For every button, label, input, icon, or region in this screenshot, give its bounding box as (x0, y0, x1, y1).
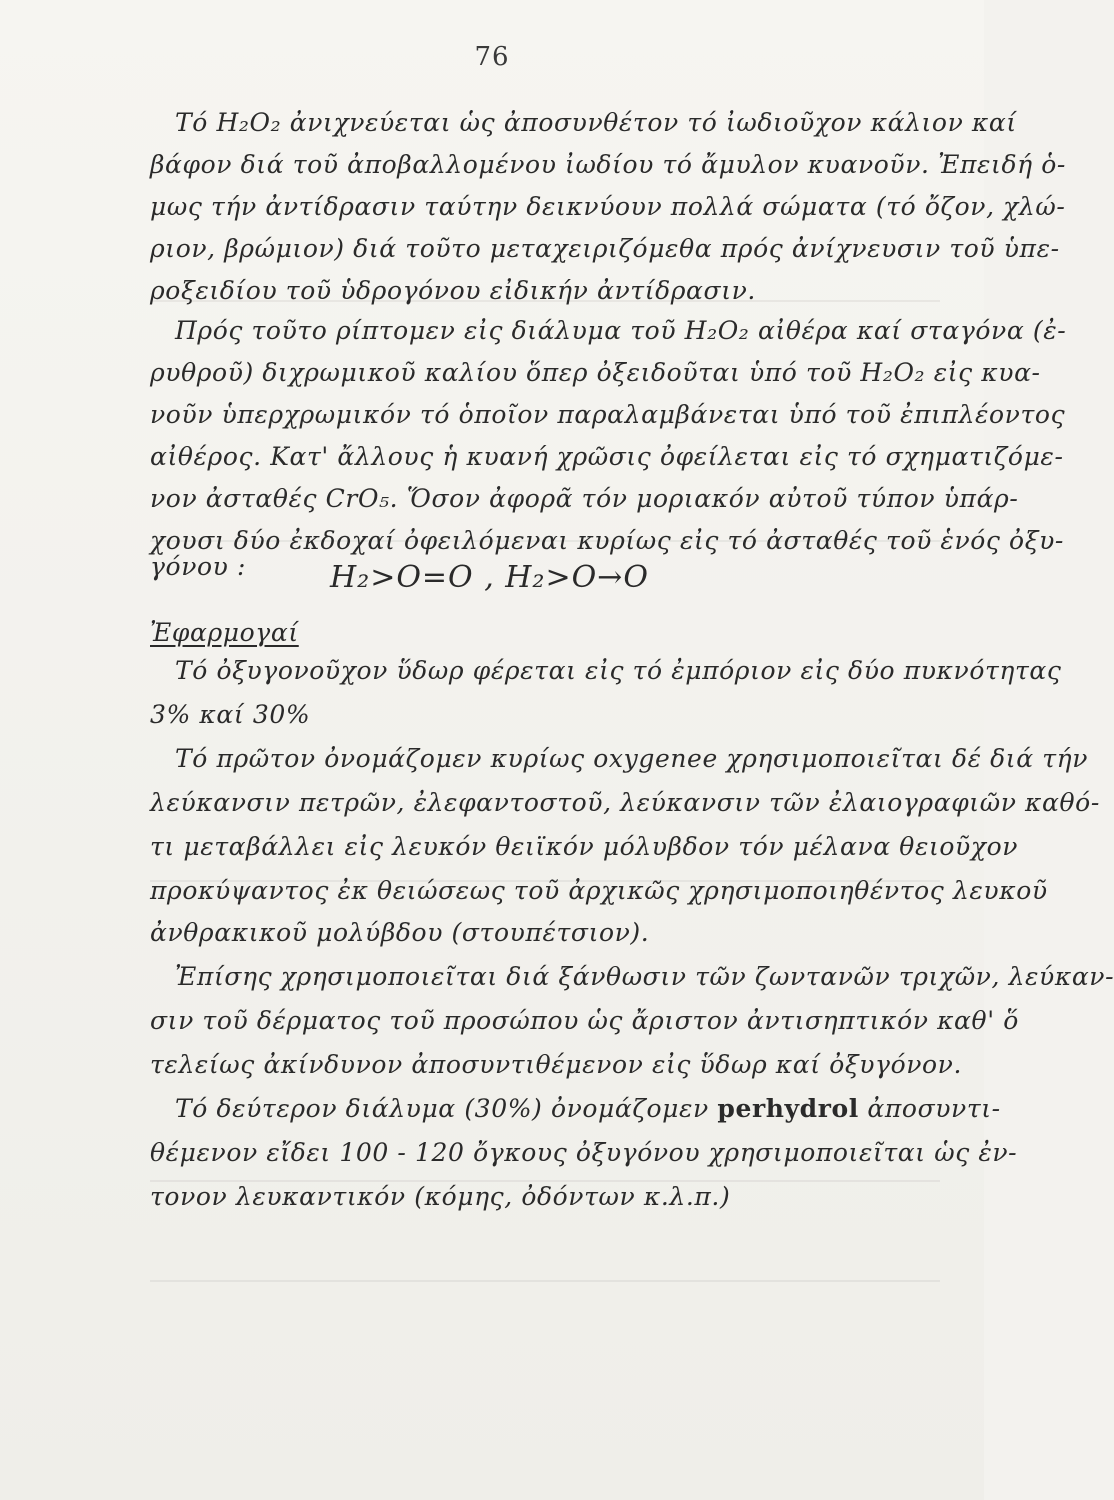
text-line: γόνου : (150, 552, 247, 581)
text-line: μως τήν ἀντίδρασιν ταύτην δεικνύουν πολλά σώματα (τό ὄζον, χλώ- (150, 192, 1066, 221)
text-line: χουσι δύο ἐκδοχαί ὀφειλόμεναι κυρίως εἰς τό ἀσταθές τοῦ ἑνός ὀξυ- (150, 526, 1064, 555)
text-line: ρυθροῦ) διχρωμικοῦ καλίου ὅπερ ὀξειδοῦται ὑπό τοῦ H₂O₂ εἰς κυα- (150, 358, 1041, 387)
page-number: 76 (474, 42, 510, 72)
text-line: Ἐπίσης χρησιμοποιεῖται διά ξάνθωσιν τῶν ζωντανῶν τριχῶν, λεύκαν- (175, 962, 1114, 991)
text-line: σιν τοῦ δέρματος τοῦ προσώπου ὡς ἄριστον ἀντισηπτικόν καθ' ὅ (150, 1006, 1019, 1035)
text-line: 3% καί 30% (150, 700, 311, 729)
text-line (175, 1094, 1001, 1124)
text-line: ριον, βρώμιον) διά τοῦτο μεταχειριζόμεθα πρός ἀνίχνευσιν τοῦ ὑπε- (150, 234, 1060, 263)
text-line: νον ἀσταθές CrO₅. Ὅσον ἀφορᾶ τόν μοριακόν αὐτοῦ τύπον ὑπάρ- (150, 484, 1019, 513)
text-line: αἰθέρος. Κατ' ἄλλους ἡ κυανή χρῶσις ὀφείλεται εἰς τό σχηματιζόμε- (150, 442, 1064, 471)
text-line: ἀνθρακικοῦ μολύβδου (στουπέτσιον). (150, 918, 650, 947)
text-line: τι μεταβάλλει εἰς λευκόν θειϊκόν μόλυβδον τόν μέλανα θειοῦχον (150, 832, 1019, 861)
perhydrol-term: perhydrol (717, 1094, 859, 1123)
text-line: λεύκανσιν πετρῶν, ἐλεφαντοστοῦ, λεύκανσιν τῶν ἐλαιογραφιῶν καθό- (150, 788, 1100, 817)
text-line: Πρός τοῦτο ρίπτομεν εἰς διάλυμα τοῦ H₂O₂ αἰθέρα καί σταγόνα (ἐ- (175, 316, 1067, 345)
text-line: θέμενον εἴδει 100 - 120 ὄγκους ὀξυγόνου χρησιμοποιεῖται ὡς ἐν- (150, 1138, 1018, 1167)
text-line: ροξειδίου τοῦ ὑδρογόνου εἰδικήν ἀντίδρασιν. (150, 276, 756, 305)
text-line: τελείως ἀκίνδυνον ἀποσυντιθέμενον εἰς ὕδωρ καί ὀξυγόνον. (150, 1050, 963, 1079)
text-line: βάφον διά τοῦ ἀποβαλλομένου ἰωδίου τό ἄμυλον κυανοῦν. Ἐπειδή ὁ- (150, 150, 1066, 179)
text-line: Τό πρῶτον ὀνομάζομεν κυρίως oxygenee χρησιμοποιεῖται δέ διά τήν (175, 744, 1089, 773)
text-line: Τό H₂O₂ ἀνιχνεύεται ὡς ἀποσυνθέτον τό ἰωδιοῦχον κάλιον καί (175, 108, 1017, 137)
text-line: τονον λευκαντικόν (κόμης, ὀδόντων κ.λ.π.) (150, 1182, 731, 1211)
section-heading: Ἐφαρμογαί (150, 618, 299, 647)
text-fragment: Τό δεύτερον διάλυμα (30%) ὀνομάζομεν (175, 1094, 709, 1123)
chemical-formula: H₂>O=O , H₂>O→O (330, 560, 649, 595)
text-line: Τό ὀξυγονοῦχον ὕδωρ φέρεται εἰς τό ἐμπόριον εἰς δύο πυκνότητας (175, 656, 1062, 685)
text-fragment: ἀποσυντι- (867, 1094, 1001, 1123)
text-line: προκύψαντος ἐκ θειώσεως τοῦ ἀρχικῶς χρησιμοποιηθέντος λευκοῦ (150, 876, 1048, 905)
text-line: νοῦν ὑπερχρωμικόν τό ὁποῖον παραλαμβάνεται ὑπό τοῦ ἐπιπλέοντος (150, 400, 1066, 429)
show-through-line (150, 1280, 940, 1282)
